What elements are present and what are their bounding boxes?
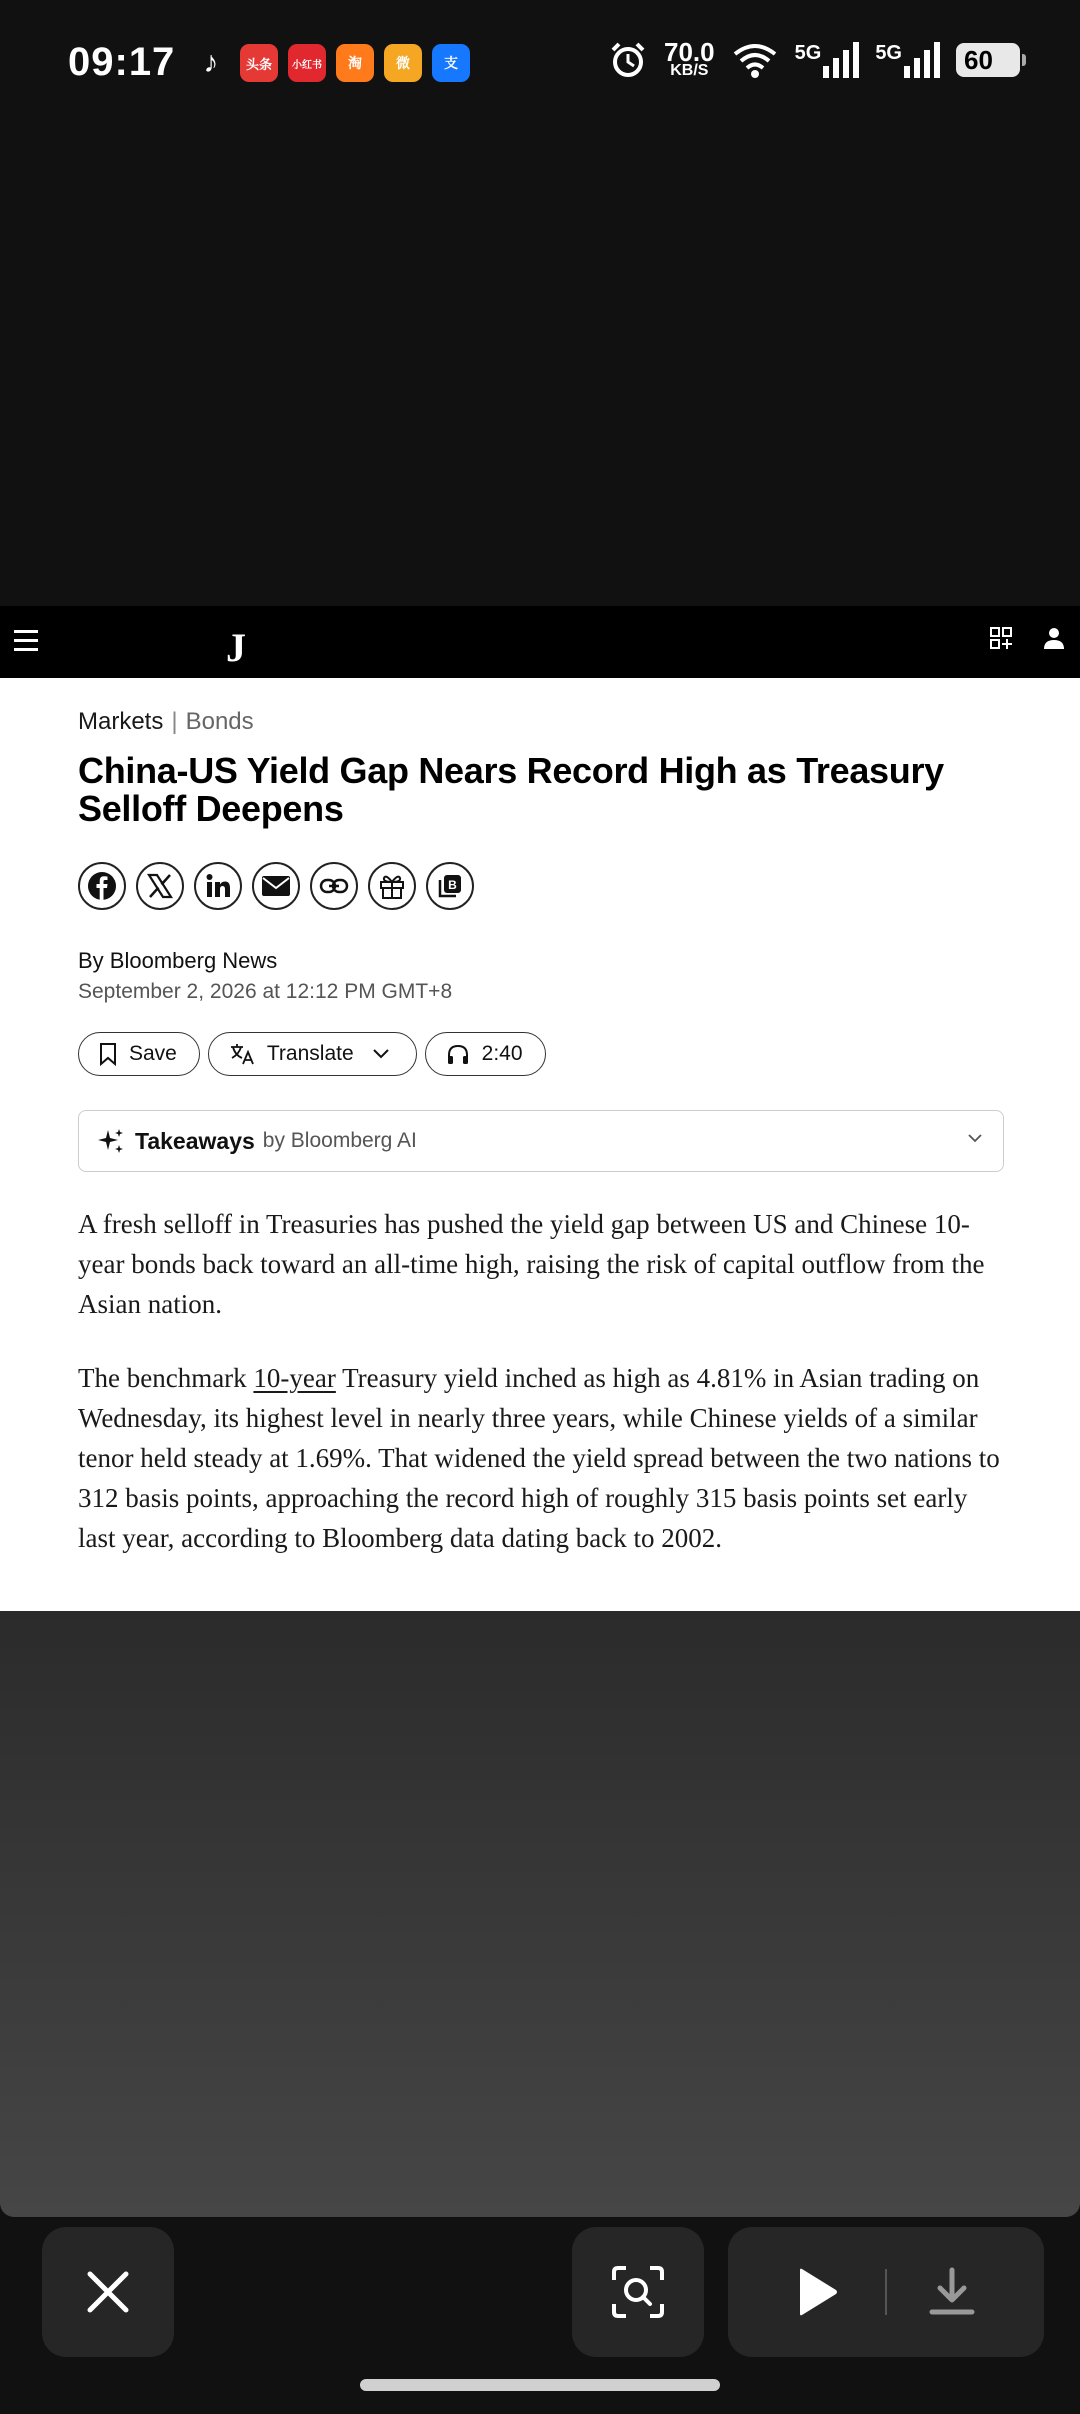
svg-text:B: B <box>448 878 457 892</box>
translate-label: Translate <box>266 1042 354 1065</box>
breadcrumb-section[interactable]: Markets <box>78 708 164 735</box>
qr-add-icon[interactable] <box>990 627 1012 649</box>
screenshot-toolbar <box>0 2217 1080 2414</box>
sparkle-icon <box>97 1127 125 1155</box>
notification-app-icons <box>192 44 470 82</box>
home-indicator[interactable] <box>360 2379 720 2391</box>
breadcrumb-separator: | <box>171 708 178 735</box>
chevron-down-icon <box>967 1133 983 1143</box>
copy-link-button[interactable] <box>310 862 358 910</box>
xiaohongshu-icon: 小红书 <box>288 44 326 82</box>
listen-button[interactable] <box>425 1032 546 1076</box>
menu-icon[interactable] <box>14 630 38 657</box>
toutiao-icon: 头条 <box>240 44 278 82</box>
article-byline: By Bloomberg News <box>78 948 278 973</box>
weibo-icon: 微 <box>384 44 422 82</box>
x-share-button[interactable] <box>136 862 184 910</box>
listen-duration: 2:40 <box>481 1042 523 1065</box>
network-speed <box>664 37 715 79</box>
status-bar <box>0 0 1080 130</box>
alarm-icon <box>608 40 648 80</box>
save-button[interactable] <box>78 1032 200 1076</box>
taobao-icon: 淘 <box>336 44 374 82</box>
gift-icon <box>378 872 406 900</box>
site-logo[interactable]: J <box>226 625 246 670</box>
facebook-icon <box>87 871 117 901</box>
ten-year-link[interactable]: 10-year <box>253 1363 336 1393</box>
close-button[interactable] <box>42 2227 174 2357</box>
signal-5g-1 <box>795 42 860 78</box>
tiktok-icon: ♪ <box>192 44 230 82</box>
speed-unit: KB/S <box>670 62 709 79</box>
bloomberg-terminal-button[interactable] <box>426 862 474 910</box>
save-label: Save <box>129 1042 177 1065</box>
battery-icon <box>956 43 1020 77</box>
link-icon <box>319 876 349 896</box>
net-type-label: 5G <box>875 42 902 64</box>
breadcrumb <box>78 708 1004 736</box>
share-bar <box>78 862 1004 910</box>
scan-search-icon <box>610 2264 666 2320</box>
status-time: 09:17 <box>68 40 176 84</box>
bloomberg-icon <box>436 872 464 900</box>
status-indicators <box>608 37 1020 80</box>
battery-level: 60 <box>964 44 993 75</box>
site-header <box>0 606 1080 678</box>
article-actions <box>78 1032 1004 1076</box>
signal-bars-icon <box>904 42 940 78</box>
alipay-icon: 支 <box>432 44 470 82</box>
account-icon[interactable] <box>1042 626 1066 650</box>
translate-button[interactable] <box>208 1032 417 1076</box>
download-icon[interactable] <box>928 2266 976 2318</box>
article-card <box>0 678 1080 1611</box>
email-icon <box>261 874 291 898</box>
facebook-share-button[interactable] <box>78 862 126 910</box>
header-actions <box>990 626 1066 650</box>
signal-bars-icon <box>823 42 859 78</box>
translate-icon <box>229 1042 255 1066</box>
gift-article-button[interactable] <box>368 862 416 910</box>
linkedin-icon <box>204 872 232 900</box>
article-paragraph-2 <box>78 1358 1004 1558</box>
signal-5g-2 <box>875 42 940 78</box>
article-date: September 2, 2026 at 12:12 PM GMT+8 <box>78 980 453 1003</box>
play-icon[interactable] <box>790 2266 842 2318</box>
action-group <box>728 2227 1044 2357</box>
x-icon <box>146 872 174 900</box>
net-type-label: 5G <box>794 42 822 64</box>
chevron-down-icon <box>372 1048 390 1060</box>
linkedin-share-button[interactable] <box>194 862 242 910</box>
wifi-icon <box>731 40 779 80</box>
speed-value: 70.0 <box>664 37 715 67</box>
close-icon <box>86 2270 130 2314</box>
takeaways-title: Takeaways <box>135 1127 255 1154</box>
visual-search-button[interactable] <box>572 2227 704 2357</box>
takeaways-source: by Bloomberg AI <box>262 1129 417 1152</box>
headphones-icon <box>446 1043 470 1065</box>
screenshot-preview-background <box>0 1611 1080 2217</box>
divider <box>885 2269 887 2315</box>
article-headline: China-US Yield Gap Nears Record High as Treasury Selloff Deepens <box>78 750 944 829</box>
paragraph-text: The benchmark <box>78 1363 254 1393</box>
paragraph-text: Treasury yield inched as high as 4.81% in Asian trading on Wednesday, its highest level in nearly three years, while Chinese yields of a similar tenor held steady at 1.69%. That widened the yield spread between the two nations to 312 basis points, approaching the record high of roughly 315 basis points set early last year, according to Bloomberg data dating back to 2002. <box>78 1363 1000 1553</box>
breadcrumb-subsection[interactable]: Bonds <box>185 708 254 735</box>
email-share-button[interactable] <box>252 862 300 910</box>
article-paragraph-1: A fresh selloff in Treasuries has pushed the yield gap between US and Chinese 10-year bonds back toward an all-time high, raising the risk of capital outflow from the Asian nation. <box>78 1209 985 1319</box>
bookmark-icon <box>99 1042 117 1066</box>
takeaways-panel[interactable] <box>78 1110 1004 1172</box>
